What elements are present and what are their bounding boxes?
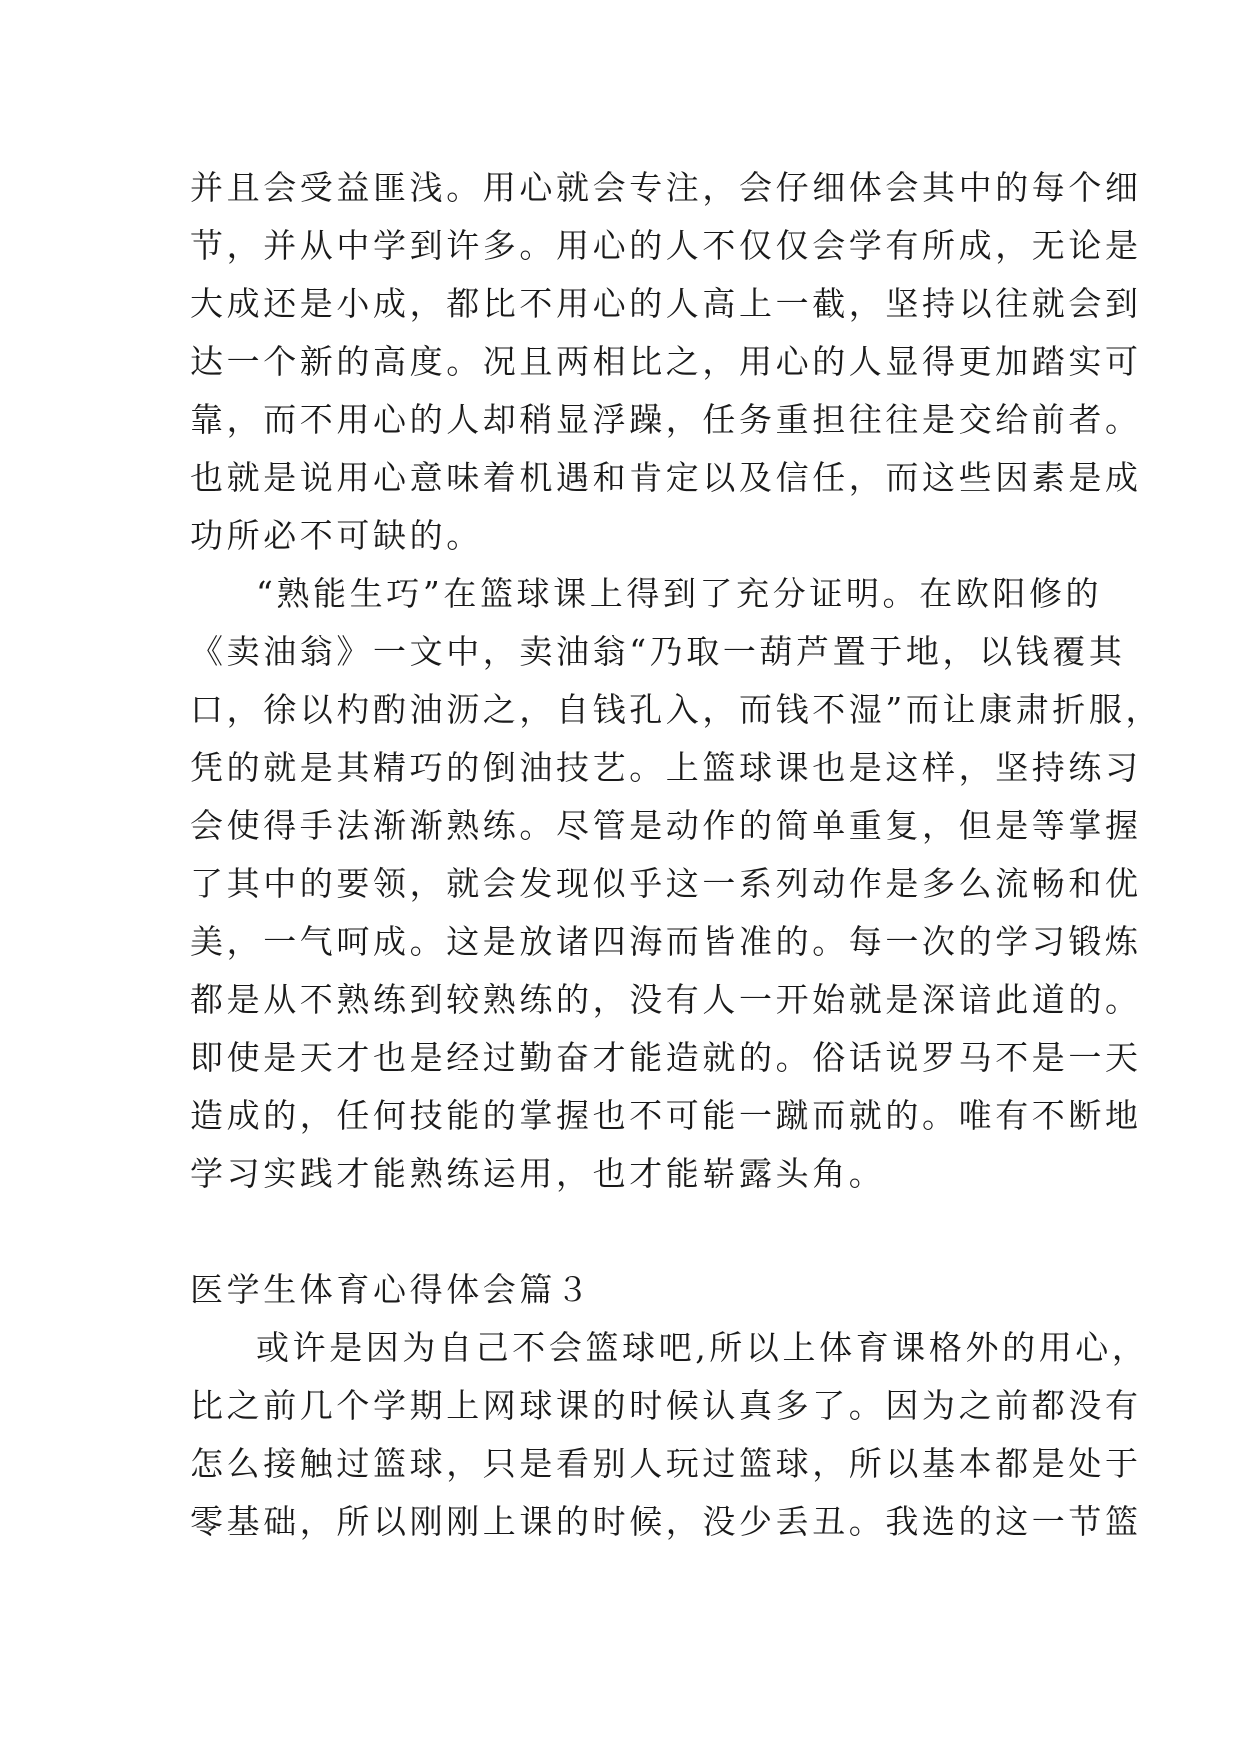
- paragraph-2-line-1: “熟能生巧”在篮球课上得到了充分证明。在欧阳修的: [256, 574, 1103, 613]
- paragraph-2-line-9: 即使是天才也是经过勤奋才能造就的。俗话说罗马不是一天: [190, 1038, 1142, 1077]
- section-heading: 医学生体育心得体会篇３: [190, 1270, 593, 1309]
- paragraph-2-line-2: 《卖油翁》一文中，卖油翁“乃取一葫芦置于地，以钱覆其: [190, 632, 1126, 671]
- paragraph-1-line-3: 大成还是小成，都比不用心的人高上一截，坚持以往就会到: [190, 284, 1142, 323]
- paragraph-1-line-4: 达一个新的高度。况且两相比之，用心的人显得更加踏实可: [190, 342, 1142, 381]
- paragraph-1-line-2: 节，并从中学到许多。用心的人不仅仅会学有所成，无论是: [190, 226, 1142, 265]
- paragraph-3-line-4: 零基础，所以刚刚上课的时候，没少丢丑。我选的这一节篮: [190, 1502, 1142, 1541]
- paragraph-2-line-10: 造成的，任何技能的掌握也不可能一蹴而就的。唯有不断地: [190, 1096, 1142, 1135]
- paragraph-1-line-1: 并且会受益匪浅。用心就会专注，会仔细体会其中的每个细: [190, 168, 1142, 207]
- paragraph-3-line-1: 或许是因为自己不会篮球吧,所以上体育课格外的用心，: [256, 1328, 1149, 1367]
- paragraph-1-line-5: 靠，而不用心的人却稍显浮躁，任务重担往往是交给前者。: [190, 400, 1142, 439]
- paragraph-1-line-7: 功所必不可缺的。: [190, 516, 483, 555]
- paragraph-2-line-4: 凭的就是其精巧的倒油技艺。上篮球课也是这样，坚持练习: [190, 748, 1142, 787]
- paragraph-2-line-8: 都是从不熟练到较熟练的，没有人一开始就是深谙此道的。: [190, 980, 1142, 1019]
- paragraph-2-line-11: 学习实践才能熟练运用，也才能崭露头角。: [190, 1154, 886, 1193]
- paragraph-2-line-7: 美，一气呵成。这是放诸四海而皆准的。每一次的学习锻炼: [190, 922, 1142, 961]
- paragraph-2-line-5: 会使得手法渐渐熟练。尽管是动作的简单重复，但是等掌握: [190, 806, 1142, 845]
- paragraph-3-line-3: 怎么接触过篮球，只是看别人玩过篮球，所以基本都是处于: [190, 1444, 1142, 1483]
- paragraph-2-line-6: 了其中的要领，就会发现似乎这一系列动作是多么流畅和优: [190, 864, 1142, 903]
- paragraph-1-line-6: 也就是说用心意味着机遇和肯定以及信任，而这些因素是成: [190, 458, 1142, 497]
- paragraph-2-line-3: 口，徐以杓酌油沥之，自钱孔入，而钱不湿”而让康肃折服，: [190, 690, 1163, 729]
- paragraph-3-line-2: 比之前几个学期上网球课的时候认真多了。因为之前都没有: [190, 1386, 1142, 1425]
